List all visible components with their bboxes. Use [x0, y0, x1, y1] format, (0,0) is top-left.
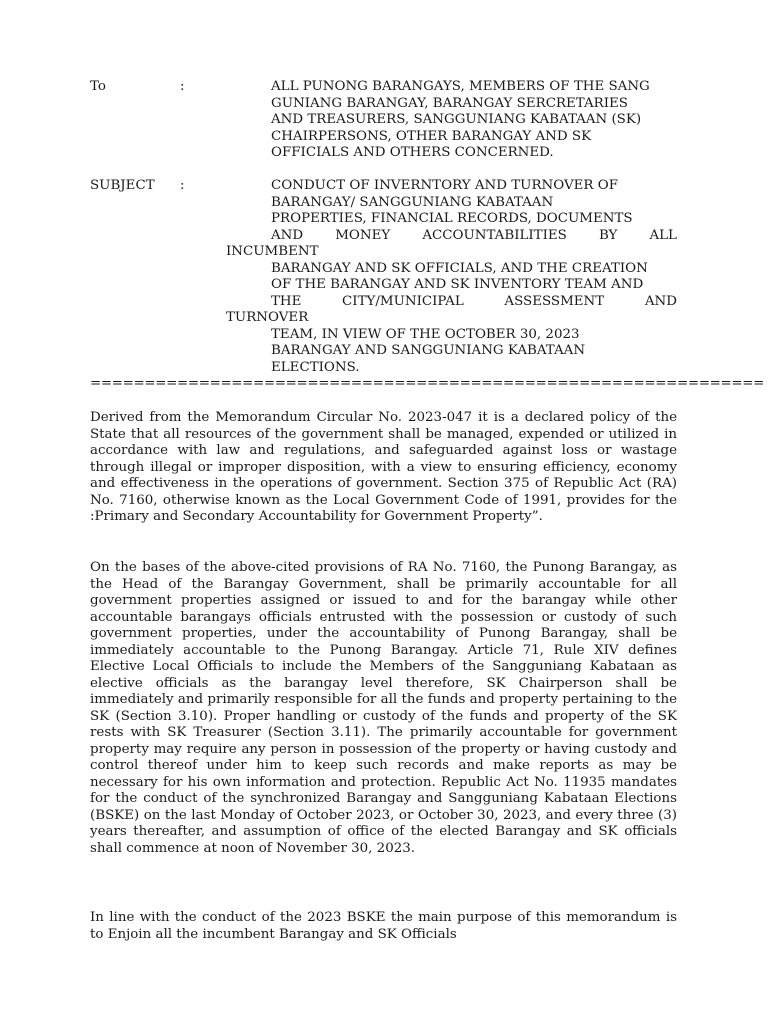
subject-word: ALL — [649, 227, 677, 243]
body-paragraph: On the bases of the above-cited provisions of RA No. 7160, the Punong Barangay, as the Head of the Barangay Government, shall be primarily accountable for all government properties assigned or issued to and for the barangay while other accountable barangays officials entrusted with the possession or custody of such government properties, under the accountability of Punong Barangay, shall be immediately accountable to the Punong Barangay. Article 71, Rule XIV defines Elective Local Officials to include the Members of the Sangguniang Kabataan as elective officials as the barangay level therefore, SK Chairperson shall be immediately and primarily responsible for all the funds and property pertaining to the SK (Section 3.10). Proper handling or custody of the funds and property of the SK rests with SK Treasurer (Section 3.11). The primarily accountable for government property may require any person in possession of the property or having custody and control thereof under him to keep such records and make reports as may be necessary for his own information and protection. Republic Act No. 11935 mandates for the conduct of the synchronized Barangay and Sangguniang Kabataan Elections (BSKE) on the last Monday of October 2023, or October 30, 2023, and every three (3) years thereafter, and assumption of office of the elected Barangay and SK officials shall commence at noon of November 30, 2023. — [90, 560, 677, 856]
to-line: AND TREASURERS, SANGGUNIANG KABATAAN (SK) — [271, 112, 642, 127]
subject-line: INCUMBENT — [226, 244, 319, 259]
subject-word: ASSESSMENT — [504, 293, 605, 309]
subject-word: MONEY — [335, 227, 391, 243]
subject-word: CITY/MUNICIPAL — [342, 293, 464, 309]
subject-word: AND — [644, 293, 677, 309]
subject-line: BARANGAY/ SANGGUNIANG KABATAAN — [271, 194, 554, 210]
separator-rule: ============================================================== — [90, 376, 764, 391]
to-line: CHAIRPERSONS, OTHER BARANGAY AND SK — [271, 128, 592, 144]
subject-line: PROPERTIES, FINANCIAL RECORDS, DOCUMENTS — [271, 211, 633, 226]
subject-line: CONDUCT OF INVERNTORY AND TURNOVER OF — [271, 178, 619, 193]
body-paragraph: In line with the conduct of the 2023 BSKE the main purpose of this memorandum is to Enjoin all the incumbent Barangay and SK Officials — [90, 910, 677, 942]
subject-line-justified — [271, 294, 677, 311]
to-line: GUNIANG BARANGAY, BARANGAY SERCRETARIES — [271, 95, 628, 111]
body-paragraph: Derived from the Memorandum Circular No. 2023-047 it is a declared policy of the State that all resources of the government shall be managed, expended or utilized in accordance with law and regulations, and safeguarded against loss or wastage through illegal or improper disposition, with a view to ensuring efficiency, economy and effectiveness in the operations of government. Section 375 of Republic Act (RA) No. 7160, otherwise known as the Local Government Code of 1991, provides for the :Primary and Secondary Accountability for Government Property”. — [90, 410, 677, 524]
subject-word: THE — [271, 293, 302, 309]
subject-line: ELECTIONS. — [271, 359, 360, 375]
to-line: ALL PUNONG BARANGAYS, MEMBERS OF THE SANG — [271, 79, 650, 94]
subject-word: ACCOUNTABILITIES — [422, 227, 567, 243]
to-line: OFFICIALS AND OTHERS CONCERNED. — [271, 145, 554, 160]
subject-line: TEAM, IN VIEW OF THE OCTOBER 30, 2023 — [271, 326, 580, 342]
subject-line: OF THE BARANGAY AND SK INVENTORY TEAM AND — [271, 277, 644, 292]
subject-word: AND — [271, 227, 304, 243]
subject-line: BARANGAY AND SANGGUNIANG KABATAAN — [271, 343, 586, 358]
subject-word: BY — [598, 227, 618, 243]
subject-line: TURNOVER — [226, 310, 309, 325]
subject-line-justified — [271, 228, 677, 245]
subject-colon: : — [180, 178, 185, 193]
subject-line: BARANGAY AND SK OFFICIALS, AND THE CREATION — [271, 260, 648, 276]
subject-label: SUBJECT — [90, 178, 155, 193]
to-label: To — [90, 79, 106, 94]
to-colon: : — [180, 79, 185, 94]
